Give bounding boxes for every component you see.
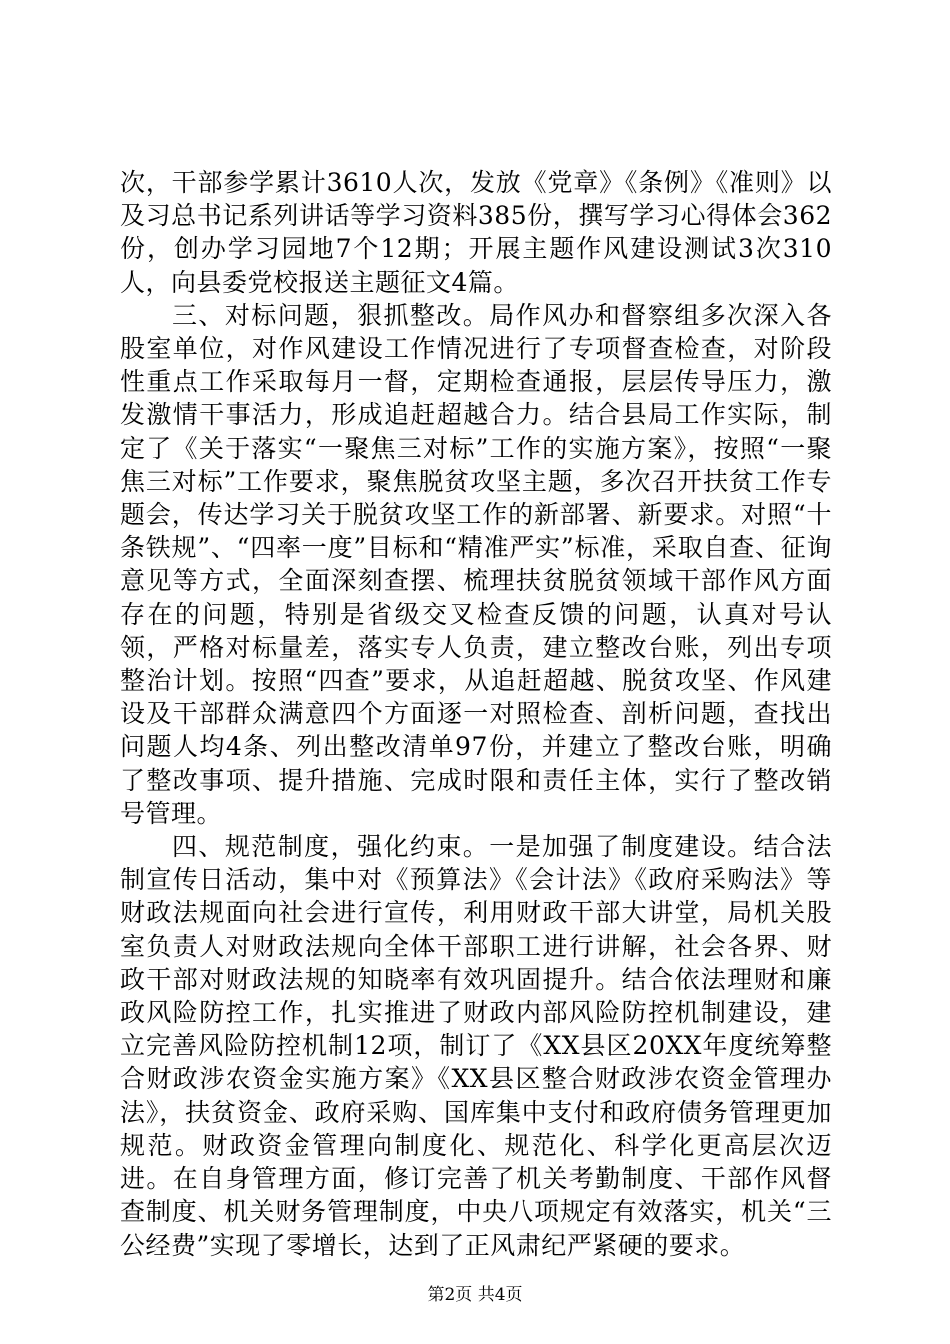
paragraph-study-stats: 次，干部参学累计3610人次，发放《党章》《条例》《准则》以及习总书记系列讲话等学习资料385份，撰写学习心得体会362份，创办学习园地7个12期；开展主题作风建设测试3次310人，向县委党校报送主题征文4篇。 [120, 168, 832, 297]
paragraph-rectification: 三、对标问题，狠抓整改。局作风办和督察组多次深入各股室单位，对作风建设工作情况进行了专项督查检查，对阶段性重点工作采取每月一督，定期检查通报，层层传导压力，激发激情干事活力，形成追赶超越合力。结合县局工作实际，制定了《关于落实“一聚焦三对标”工作的实施方案》，按照“一聚焦三对标”工作要求，聚焦脱贫攻坚主题，多次召开扶贫工作专题会，传达学习关于脱贫攻坚工作的新部署、新要求。对照“十条铁规”、“四率一度”目标和“精准严实”标准，采取自查、征询意见等方式，全面深刻查摆、梳理扶贫脱贫领域干部作风方面存在的问题，特别是省级交叉检查反馈的问题，认真对号认领，严格对标量差，落实专人负责，建立整改台账，列出专项整治计划。按照“四查”要求，从追赶超越、脱贫攻坚、作风建设及干部群众满意四个方面逐一对照检查、剖析问题，查找出问题人均4条、列出整改清单97份，并建立了整改台账，明确了整改事项、提升措施、完成时限和责任主体，实行了整改销号管理。 [120, 300, 832, 828]
paragraph-regulations: 四、规范制度，强化约束。一是加强了制度建设。结合法制宣传日活动，集中对《预算法》《会计法》《政府采购法》等财政法规面向社会进行宣传，利用财政干部大讲堂，局机关股室负责人对财政法规向全体干部职工进行讲解，社会各界、财政干部对财政法规的知晓率有效巩固提升。结合依法理财和廉政风险防控工作，扎实推进了财政内部风险防控机制建设，建立完善风险防控机制12项，制订了《XX县区20XX年度统筹整合财政涉农资金实施方案》《XX县区整合财政涉农资金管理办法》，扶贫资金、政府采购、国库集中支付和政府债务管理更加规范。财政资金管理向制度化、规范化、科学化更高层次迈进。在自身管理方面，修订完善了机关考勤制度、干部作风督查制度、机关财务管理制度，中央八项规定有效落实，机关“三公经费”实现了零增长，达到了正风肃纪严紧硬的要求。 [120, 832, 832, 1260]
page-footer: 第2页 共4页 [427, 1285, 523, 1305]
document-body [120, 166, 832, 1262]
